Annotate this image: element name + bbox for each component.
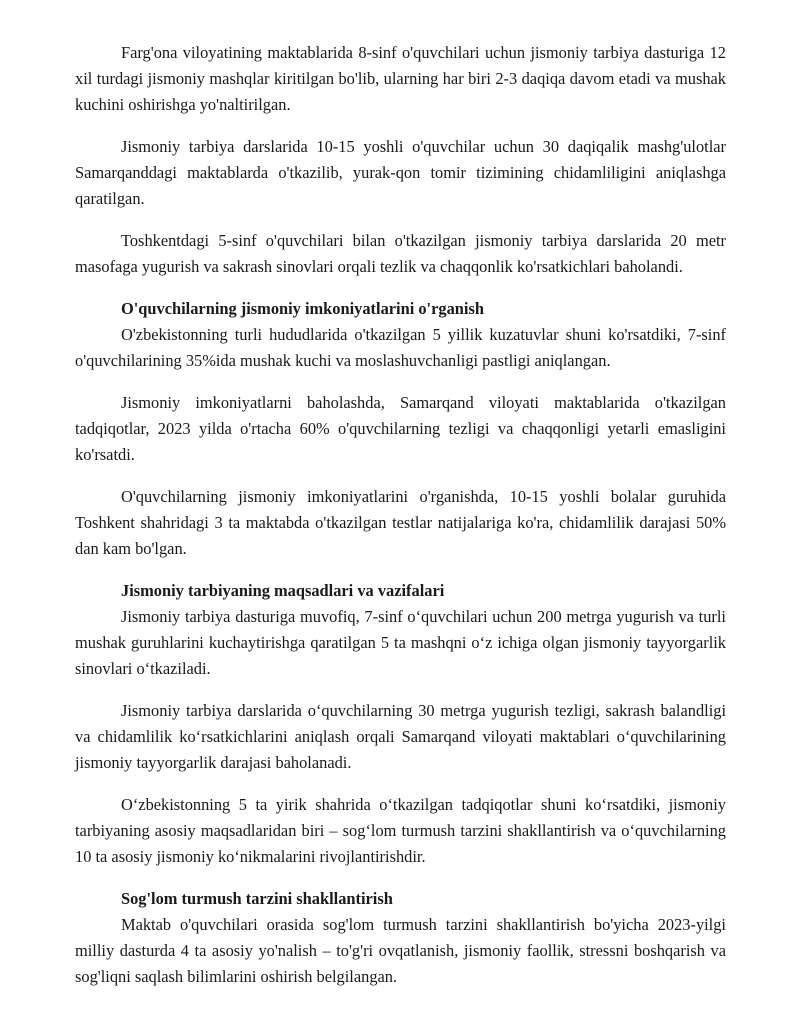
section-heading-healthy-lifestyle: Sog'lom turmush tarzini shakllantirish <box>121 889 393 908</box>
document-body <box>75 40 726 990</box>
section2-paragraph-2: Jismoniy tarbiya darslarida o‘quvchilarning 30 metrga yugurish tezligi, sakrash balandligi va chidamlilik ko‘rsatkichlarini aniqlash orqali Samarqand viloyati maktablari o‘quvchilarining jismoniy tayyorgarlik darajasi baholanadi. <box>75 701 726 772</box>
section2-paragraph-3: O‘zbekistonning 5 ta yirik shahrida o‘tkazilgan tadqiqotlar shuni ko‘rsatdiki, jismoniy tarbiyaning asosiy maqsadlaridan biri – sog‘lom turmush tarzini shakllantirish va o‘quvchilarning 10 ta asosiy jismoniy ko‘nikmalarini rivojlantirishdir. <box>75 795 726 866</box>
section1-paragraph-2: Jismoniy imkoniyatlarni baholashda, Samarqand viloyati maktablarida o'tkazilgan tadqiqotlar, 2023 yilda o'rtacha 60% o'quvchilarning tezligi va chaqqonligi yetarli emasligini ko'rsatdi. <box>75 393 726 464</box>
section1-paragraph-1: O'zbekistonning turli hududlarida o'tkazilgan 5 yillik kuzatuvlar shuni ko'rsatdiki, 7-sinf o'quvchilarining 35%ida mushak kuchi va moslashuvchanligi pastligi aniqlangan. <box>75 325 726 370</box>
intro-paragraph-2: Jismoniy tarbiya darslarida 10-15 yoshli o'quvchilar uchun 30 daqiqalik mashg'ulotlar Samarqanddagi maktablarda o'tkazilib, yurak-qon tomir tizimining chidamliligini aniqlashga qaratilgan. <box>75 137 726 208</box>
section1-paragraph-3: O'quvchilarning jismoniy imkoniyatlarini o'rganishda, 10-15 yoshli bolalar guruhida Toshkent shahridagi 3 ta maktabda o'tkazilgan testlar natijalariga ko'ra, chidamlilik darajasi 50% dan kam bo'lgan. <box>75 487 726 558</box>
intro-paragraph-3: Toshkentdagi 5-sinf o'quvchilari bilan o'tkazilgan jismoniy tarbiya darslarida 20 metr masofaga yugurish va sakrash sinovlari orqali tezlik va chaqqonlik ko'rsatkichlari baholandi. <box>75 231 726 276</box>
section3-paragraph-1: Maktab o'quvchilari orasida sog'lom turmush tarzini shakllantirish bo'yicha 2023-yilgi milliy dasturda 4 ta asosiy yo'nalish – to'g'ri ovqatlanish, jismoniy faollik, stressni boshqarish va sog'liqni saqlash bilimlarini oshirish belgilangan. <box>75 915 726 986</box>
section2-paragraph-1: Jismoniy tarbiya dasturiga muvofiq, 7-sinf o‘quvchilari uchun 200 metrga yugurish va turli mushak guruhlarini kuchaytirishga qaratilgan 5 ta mashqni o‘z ichiga olgan jismoniy tayyorgarlik sinovlari o‘tkaziladi. <box>75 607 726 678</box>
intro-paragraph-1: Farg'ona viloyatining maktablarida 8-sinf o'quvchilari uchun jismoniy tarbiya dasturiga 12 xil turdagi jismoniy mashqlar kiritilgan bo'lib, ularning har biri 2-3 daqiqa davom etadi va mushak kuchini oshirishga yo'naltirilgan. <box>75 43 726 114</box>
section-heading-goals-and-tasks: Jismoniy tarbiyaning maqsadlari va vazifalari <box>121 581 445 600</box>
section-heading-physical-abilities: O'quvchilarning jismoniy imkoniyatlarini o'rganish <box>121 299 484 318</box>
